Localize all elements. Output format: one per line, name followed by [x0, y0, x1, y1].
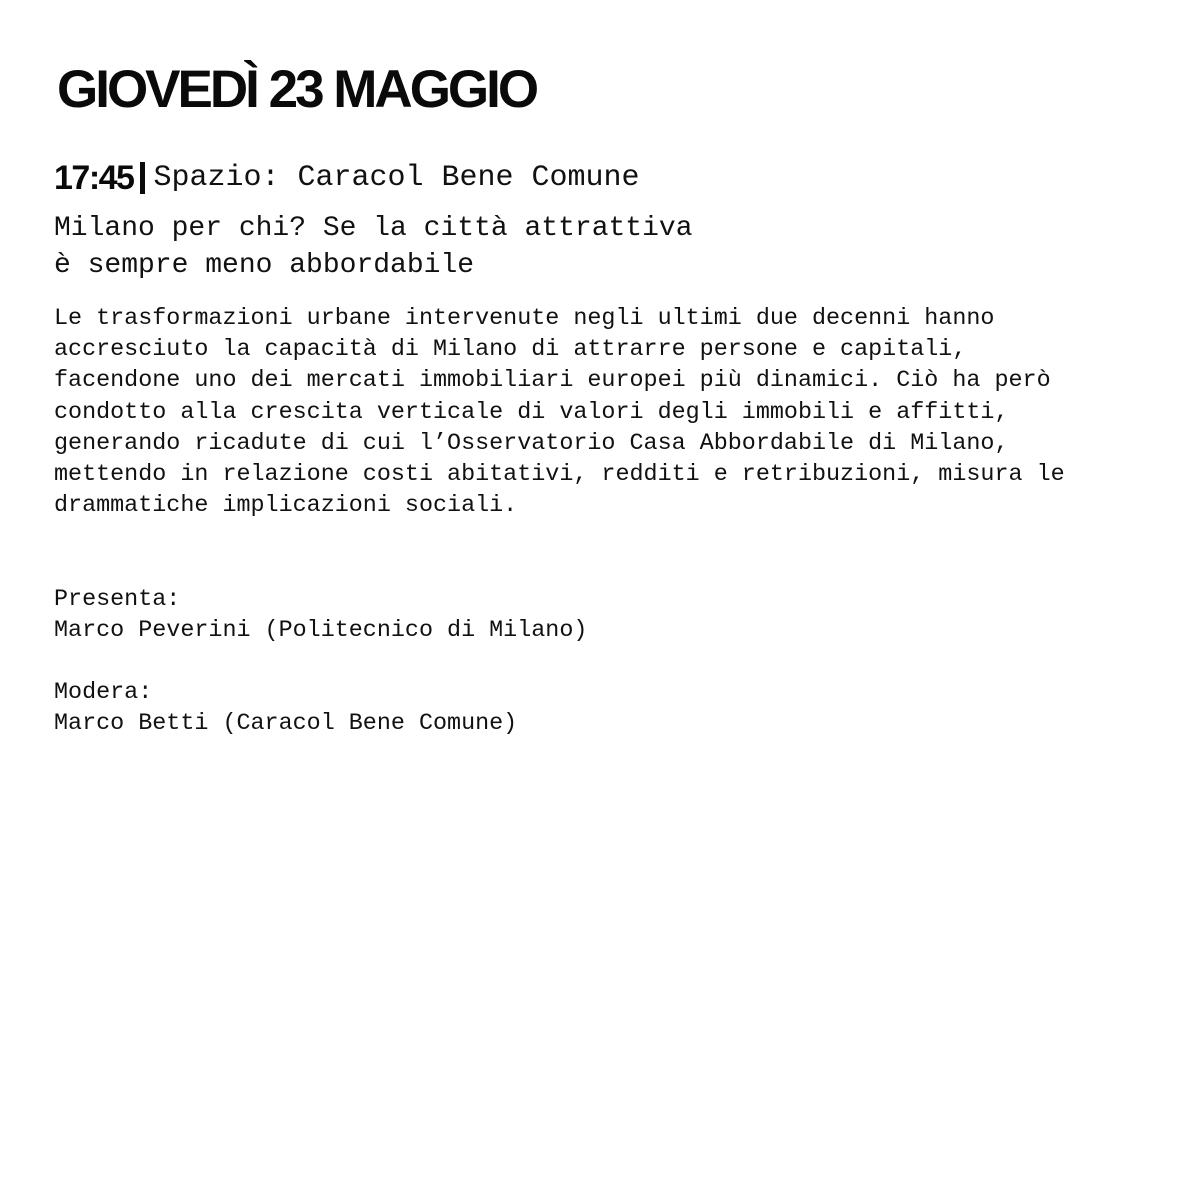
presenter-block — [54, 585, 587, 647]
presenter-name: Marco Peverini (Politecnico di Milano) — [54, 618, 588, 645]
event-time: 17:45 — [54, 159, 134, 197]
time-separator-bar — [140, 162, 145, 194]
moderator-label: Modera: — [54, 680, 153, 706]
presenter-label: Presenta: — [54, 587, 181, 613]
event-title: Milano per chi? Se la città attrattiva è sempre meno abbordabile — [54, 213, 693, 281]
moderator-block — [54, 678, 517, 740]
event-venue: Spazio: Caracol Bene Comune — [153, 161, 640, 195]
date-heading: GIOVEDÌ 23 MAGGIO — [57, 60, 537, 119]
event-time-venue-row — [54, 158, 640, 198]
moderator-name: Marco Betti (Caracol Bene Comune) — [54, 711, 518, 738]
event-description: Le trasformazioni urbane intervenute negli ultimi due decenni hanno accresciuto la capacità di Milano di attrarre persone e capitali, facendone uno dei mercati immobiliari europei più dinamici. Ciò ha però condotto alla crescita verticale di valori degli immobili e affitti, generando ricadute di cui l’Osservatorio Casa Abbordabile di Milano, mettendo in relazione costi abitativi, redditi e retribuzioni, misura le drammatiche implicazioni sociali. — [54, 306, 1065, 520]
